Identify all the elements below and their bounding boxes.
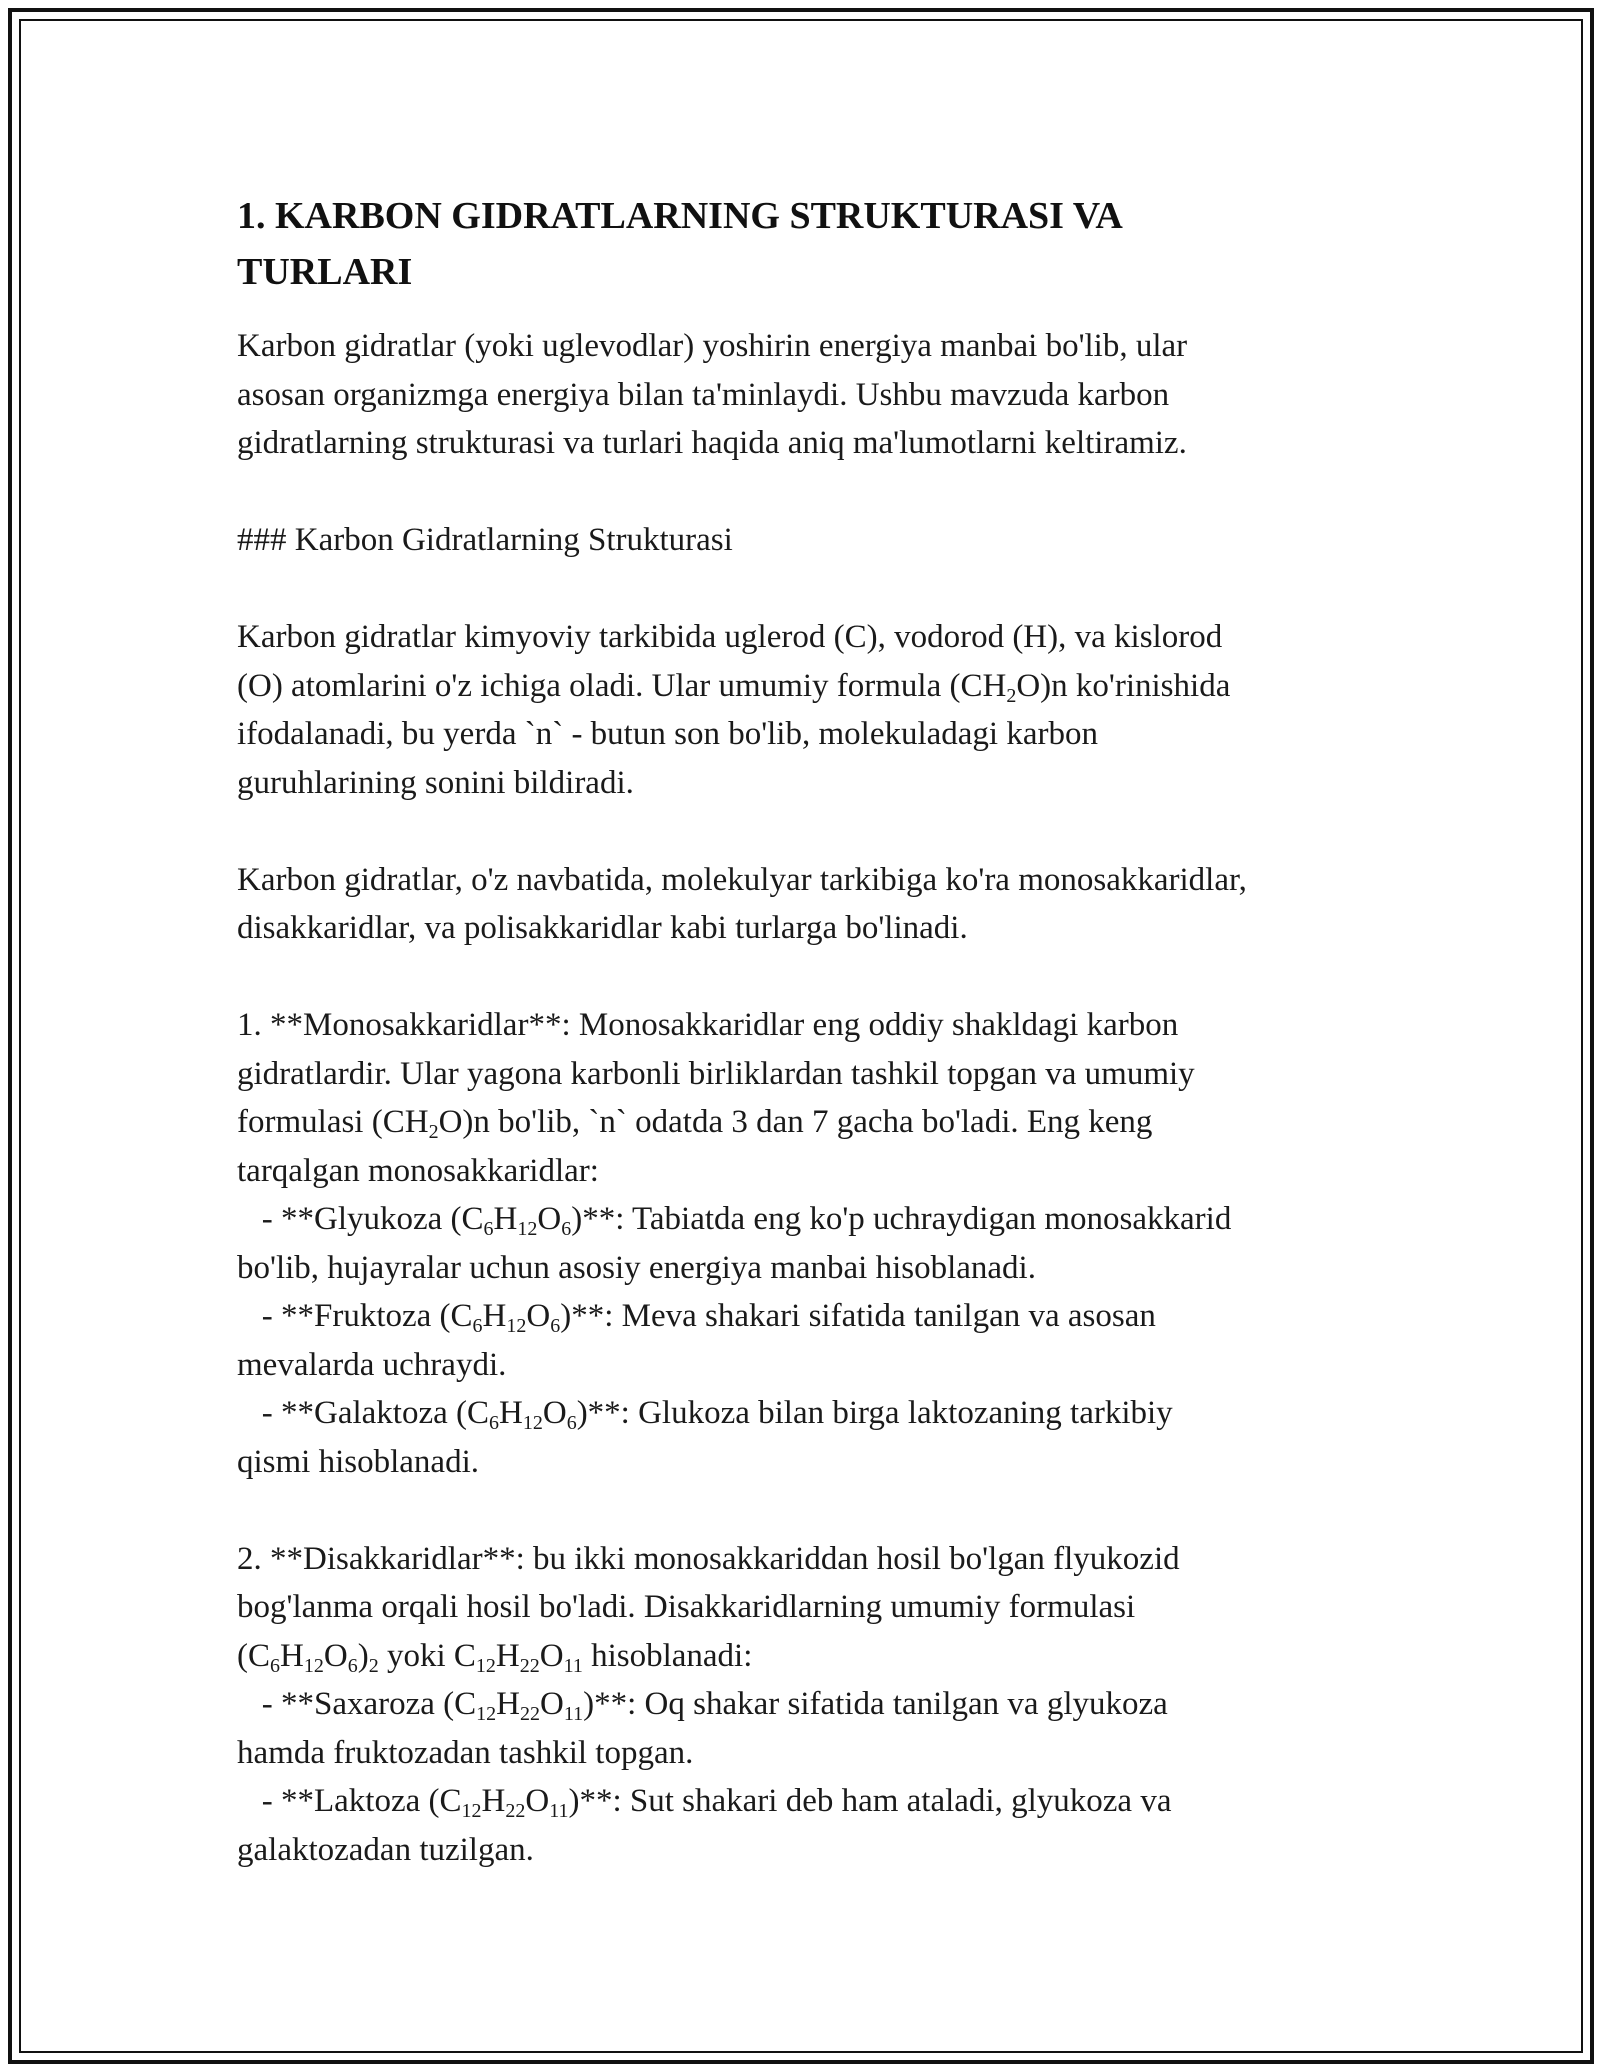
paragraph-line: tarqalgan monosakkaridlar: [237,1152,599,1189]
text-run: (O) atomlarini o'z ichiga oladi. Ular umumiy formula (CH [237,667,1007,704]
intro-paragraph [237,322,1372,468]
subscript: 11 [563,1703,584,1725]
subscript: 11 [549,1800,569,1822]
structure-paragraph [237,613,1372,807]
title-line: TURLARI [237,251,413,293]
subscript: 12 [475,1654,496,1677]
text-run: H [496,1686,521,1722]
text-run: hisoblanadi: [582,1637,753,1674]
subheading-text: ### Karbon Gidratlarning Strukturasi [237,522,733,558]
text-run: )**: Glukoza bilan birga laktozaning tarkibiy [576,1395,1173,1431]
paragraph-line: 1. **Monosakkaridlar**: Monosakkaridlar eng oddiy shakldagi karbon [237,1007,1179,1043]
subscript: 12 [461,1800,482,1822]
subscript: 6 [561,1218,572,1240]
text-run: H [482,1298,507,1334]
text-run: O [540,1686,564,1722]
paragraph-line: 2. **Disakkaridlar**: bu ikki monosakkariddan hosil bo'lgan flyukozid [237,1540,1180,1577]
text-run: O [526,1298,551,1334]
subscript: 22 [520,1703,541,1725]
paragraph-line: asosan organizmga energiya bilan ta'minlaydi. Ushbu mavzuda karbon [237,376,1170,413]
subscript: 2 [368,1654,379,1677]
text-run: (C [237,1637,270,1674]
types-paragraph [237,856,1372,953]
paragraph-line: gidratlarning strukturasi va turlari haqida aniq ma'lumotlarni keltiramiz. [237,425,1187,461]
text-run: O)n ko'rinishida [1016,667,1231,704]
text-run: formulasi (CH [237,1104,429,1140]
fructose-item [237,1292,1372,1341]
disaccharides-item [237,1535,1372,1875]
text-run: O [323,1637,348,1674]
paragraph-line: bo'lib, hujayralar uchun asosiy energiya manbai hisoblanadi. [237,1249,1036,1286]
paragraph-line: Karbon gidratlar, o'z navbatida, molekulyar tarkibiga ko'ra monosakkaridlar, [237,861,1247,898]
glucose-item [237,1195,1372,1244]
paragraph-line: bog'lanma orqali hosil bo'ladi. Disakkaridlarning umumiy formulasi [237,1589,1136,1625]
text-run: - **Laktoza (C [237,1783,462,1819]
document-body [237,188,1372,1923]
text-run: ) [357,1637,369,1674]
paragraph-line: gidratlardir. Ular yagona karbonli birliklardan tashkil topgan va umumiy [237,1055,1195,1092]
subscript: 2 [428,1121,439,1143]
subscript: 12 [517,1218,538,1240]
paragraph-line: qismi hisoblanadi. [237,1443,479,1480]
lactose-item [237,1777,1372,1826]
text-run: yoki C [378,1637,476,1674]
subscript: 6 [566,1412,577,1434]
title-line: 1. KARBON GIDRATLARNING STRUKTURASI VA [237,195,1123,237]
paragraph-line: ifodalanadi, bu yerda `n` - butun son bo'lib, molekuladagi karbon [237,716,1098,752]
subscript: 2 [1006,684,1017,707]
paragraph-line: galaktozadan tuzilgan. [237,1831,534,1868]
subscript: 22 [505,1800,526,1822]
subscript: 12 [522,1412,543,1434]
section-subheading [237,516,1372,565]
monosaccharides-item [237,1001,1372,1486]
subscript: 6 [550,1315,561,1337]
subscript: 11 [563,1654,583,1677]
paragraph-line: disakkaridlar, va polisakkaridlar kabi turlarga bo'linadi. [237,910,968,946]
paragraph-line: Karbon gidratlar (yoki uglevodlar) yoshirin energiya manbai bo'lib, ular [237,328,1188,364]
paragraph-line: hamda fruktozadan tashkil topgan. [237,1734,694,1771]
text-run: - **Saxaroza (C [237,1686,477,1722]
paragraph-line: mevalarda uchraydi. [237,1346,507,1383]
paragraph-line: Karbon gidratlar kimyoviy tarkibida uglerod (C), vodorod (H), va kislorod [237,619,1223,655]
text-run: H [495,1637,520,1674]
text-run: )**: Meva shakari sifatida tanilgan va asosan [560,1298,1156,1334]
subscript: 12 [506,1315,527,1337]
text-run: )**: Oq shakar sifatida tanilgan va glyukoza [583,1686,1168,1722]
paragraph-line: guruhlarining sonini bildiradi. [237,764,634,801]
subscript: 6 [347,1654,358,1677]
document-title [237,188,1372,300]
text-run: O [542,1395,567,1431]
subscript: 6 [489,1412,499,1434]
subscript: 12 [476,1703,497,1725]
sucrose-item [237,1680,1372,1729]
text-run: - **Galaktoza (C [237,1395,489,1431]
text-run: - **Fruktoza (C [237,1298,473,1334]
text-run: )**: Sut shakari deb ham ataladi, glyukoza va [568,1783,1172,1819]
galactose-item [237,1389,1372,1438]
subscript: 6 [472,1315,483,1337]
subscript: 12 [303,1654,324,1677]
text-run: H [493,1201,518,1237]
text-run: )**: Tabiatda eng ko'p uchraydigan monosakkarid [571,1201,1232,1237]
formula-line [237,1632,1372,1681]
subscript: 6 [270,1654,280,1677]
text-run: H [481,1783,506,1819]
text-run: H [280,1637,304,1674]
subscript: 6 [483,1218,494,1240]
subscript: 22 [519,1654,540,1677]
paragraph-line [237,662,1372,711]
text-run: O [537,1201,562,1237]
text-run: O)n bo'lib, `n` odatda 3 dan 7 gacha bo'ladi. Eng keng [438,1104,1153,1140]
paragraph-line [237,1098,1372,1147]
text-run: O [525,1783,550,1819]
text-run: O [539,1637,564,1674]
text-run: - **Glyukoza (C [237,1201,484,1237]
text-run: H [499,1395,523,1431]
